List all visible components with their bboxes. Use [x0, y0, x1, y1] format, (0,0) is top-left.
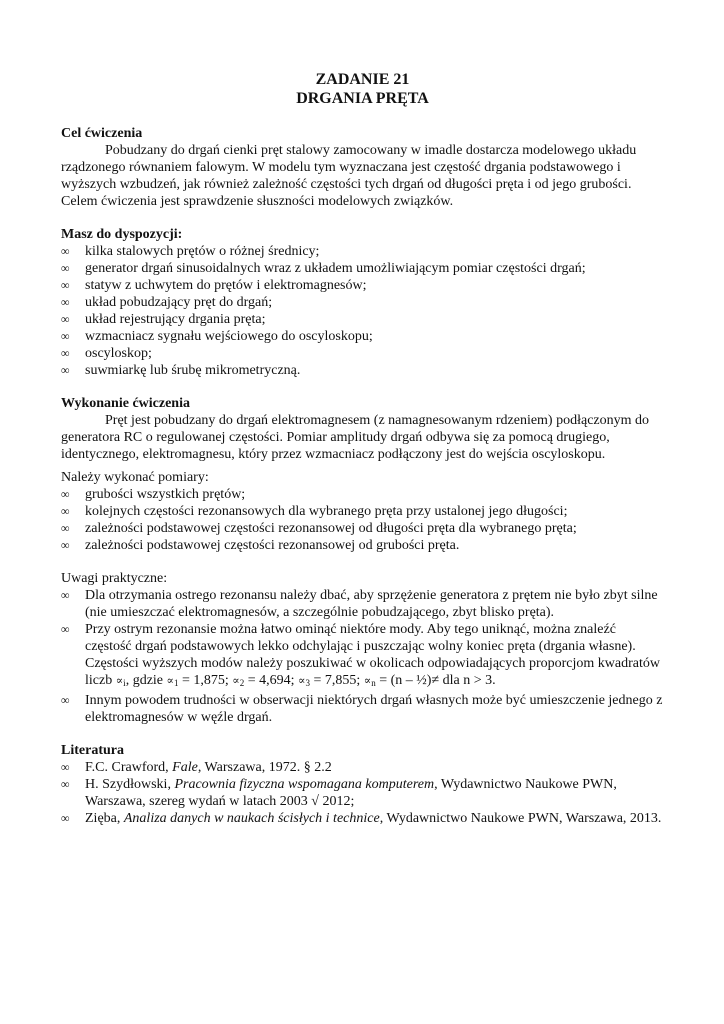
measurements-list — [61, 486, 664, 554]
wykonanie-paragraph: Pręt jest pobudzany do drgań elektromagnesem (z namagnesowanym rdzeniem) podłączonym do generatora RC o regulowanej częstości. Pomiar amplitudy drgań odbywa się za pomocą drugiego, identycznego, elektromagnesu, który przez wzmacniacz podłączony jest do wejścia oscyloskopu. — [61, 413, 650, 462]
infinity-bullet-icon: ∞ — [61, 312, 70, 326]
task-number: ZADANIE 21 — [315, 71, 410, 88]
equipment-list — [61, 243, 664, 379]
proportional-symbol-icon: ∝ — [166, 675, 174, 687]
list-item: ∞ zależności podstawowej częstości rezonansowej od długości pręta dla wybranego pręta; — [61, 521, 577, 536]
list-item: ∞ suwmiarkę lub śrubę mikrometryczną. — [61, 363, 301, 378]
list-item: ∞ wzmacniacz sygnału wejściowego do oscyloskopu; — [61, 329, 373, 344]
infinity-bullet-icon: ∞ — [61, 538, 70, 552]
infinity-bullet-icon: ∞ — [61, 760, 70, 774]
section-cel — [61, 125, 664, 210]
section-uwagi — [61, 570, 664, 726]
infinity-bullet-icon: ∞ — [61, 777, 70, 791]
list-item: ∞ układ rejestrujący drgania pręta; — [61, 312, 266, 327]
infinity-bullet-icon: ∞ — [61, 244, 70, 258]
infinity-bullet-icon: ∞ — [61, 261, 70, 275]
cel-heading: Cel ćwiczenia — [61, 126, 143, 141]
section-wykonanie — [61, 395, 664, 554]
list-item: ∞ Dla otrzymania ostrego rezonansu należy dbać, aby sprzężenie generatora z prętem nie było zbyt silne (nie umieszczać elektromagnesów, a szczególnie pobudzającego, zbyt blisko pręta). — [61, 588, 658, 620]
proportional-symbol-icon: ∝ — [115, 675, 124, 687]
wykonanie-heading: Wykonanie ćwiczenia — [61, 396, 190, 411]
list-item: ∞ oscyloskop; — [61, 346, 152, 361]
task-title: DRGANIA PRĘTA — [296, 90, 429, 107]
infinity-bullet-icon: ∞ — [61, 278, 70, 292]
list-item: ∞ grubości wszystkich prętów; — [61, 487, 246, 502]
list-item: ∞ statyw z uchwytem do prętów i elektromagnesów; — [61, 278, 367, 293]
infinity-bullet-icon: ∞ — [61, 588, 70, 602]
literature-list — [61, 759, 664, 827]
infinity-bullet-icon: ∞ — [61, 363, 70, 377]
list-item: ∞ H. Szydłowski, Pracownia fizyczna wspomagana komputerem, Wydawnictwo Naukowe PWN, Warszawa, szereg wydań w latach 2003 √ 2012; — [61, 777, 617, 809]
notes-list — [61, 587, 664, 726]
infinity-bullet-icon: ∞ — [61, 622, 70, 636]
masz-heading: Masz do dyspozycji: — [61, 227, 183, 242]
infinity-bullet-icon: ∞ — [61, 521, 70, 535]
list-item: ∞ zależności podstawowej częstości rezonansowej od grubości pręta. — [61, 538, 460, 553]
list-item: ∞ Innym powodem trudności w obserwacji niektórych drgań własnych może być umieszczenie jednego z elektromagnesów w węźle drgań. — [61, 693, 663, 725]
infinity-bullet-icon: ∞ — [61, 487, 70, 501]
proportional-symbol-icon: ∝ — [232, 675, 240, 687]
literatura-heading: Literatura — [61, 743, 124, 758]
cel-paragraph: Pobudzany do drgań cienki pręt stalowy zamocowany w imadle dostarcza modelowego układu rządzonego równaniem falowym. W modelu tym wyznaczana jest częstość drgania podstawowego i wyższych wzbudzeń, jak również zależność częstości tych drgań od długości pręta i od jego grubości. Celem ćwiczenia jest sprawdzenie słuszności modelowych związków. — [61, 143, 637, 209]
section-masz — [61, 226, 664, 379]
list-item: ∞ Przy ostrym rezonansie można łatwo ominąć niektóre mody. Aby tego uniknąć, można znaleźć częstość drgań podstawowych lekko odchylając i puszczając wolny koniec pręta (drgania własne). Częstości wyższych modów należy poszukiwać w okolicach odpowiadających proporcjom kwadratów liczb $\propto_i$, gdzie $\propto_1 = 1,875$; $\propto_2 = 4,694$; $\propto_3 = 7,855$; $\propto_n = (n$ – ½)≠ dla n > 3. — [61, 622, 660, 688]
list-item: ∞ F.C. Crawford, Fale, Warszawa, 1972. § 2.2 — [61, 760, 332, 775]
list-item: ∞ generator drgań sinusoidalnych wraz z układem umożliwiającym pomiar częstości drgań; — [61, 261, 586, 276]
list-item: ∞ kolejnych częstości rezonansowych dla wybranego pręta przy ustalonej jego długości; — [61, 504, 568, 519]
uwagi-intro: Uwagi praktyczne: — [61, 571, 168, 586]
list-item: ∞ kilka stalowych prętów o różnej średnicy; — [61, 244, 320, 259]
infinity-bullet-icon: ∞ — [61, 346, 70, 360]
infinity-bullet-icon: ∞ — [61, 329, 70, 343]
infinity-bullet-icon: ∞ — [61, 504, 70, 518]
proportional-symbol-icon: ∝ — [363, 675, 372, 687]
infinity-bullet-icon: ∞ — [61, 811, 70, 825]
section-literatura — [61, 742, 664, 827]
proportional-symbol-icon: ∝ — [298, 675, 306, 687]
infinity-bullet-icon: ∞ — [61, 693, 70, 707]
infinity-bullet-icon: ∞ — [61, 295, 70, 309]
title-block — [61, 70, 664, 108]
list-item: ∞ układ pobudzający pręt do drgań; — [61, 295, 273, 310]
list-item: ∞ Zięba, Analiza danych w naukach ścisłych i technice, Wydawnictwo Naukowe PWN, Warszawa, 2013. — [61, 811, 662, 826]
pomiary-intro: Należy wykonać pomiary: — [61, 470, 209, 485]
